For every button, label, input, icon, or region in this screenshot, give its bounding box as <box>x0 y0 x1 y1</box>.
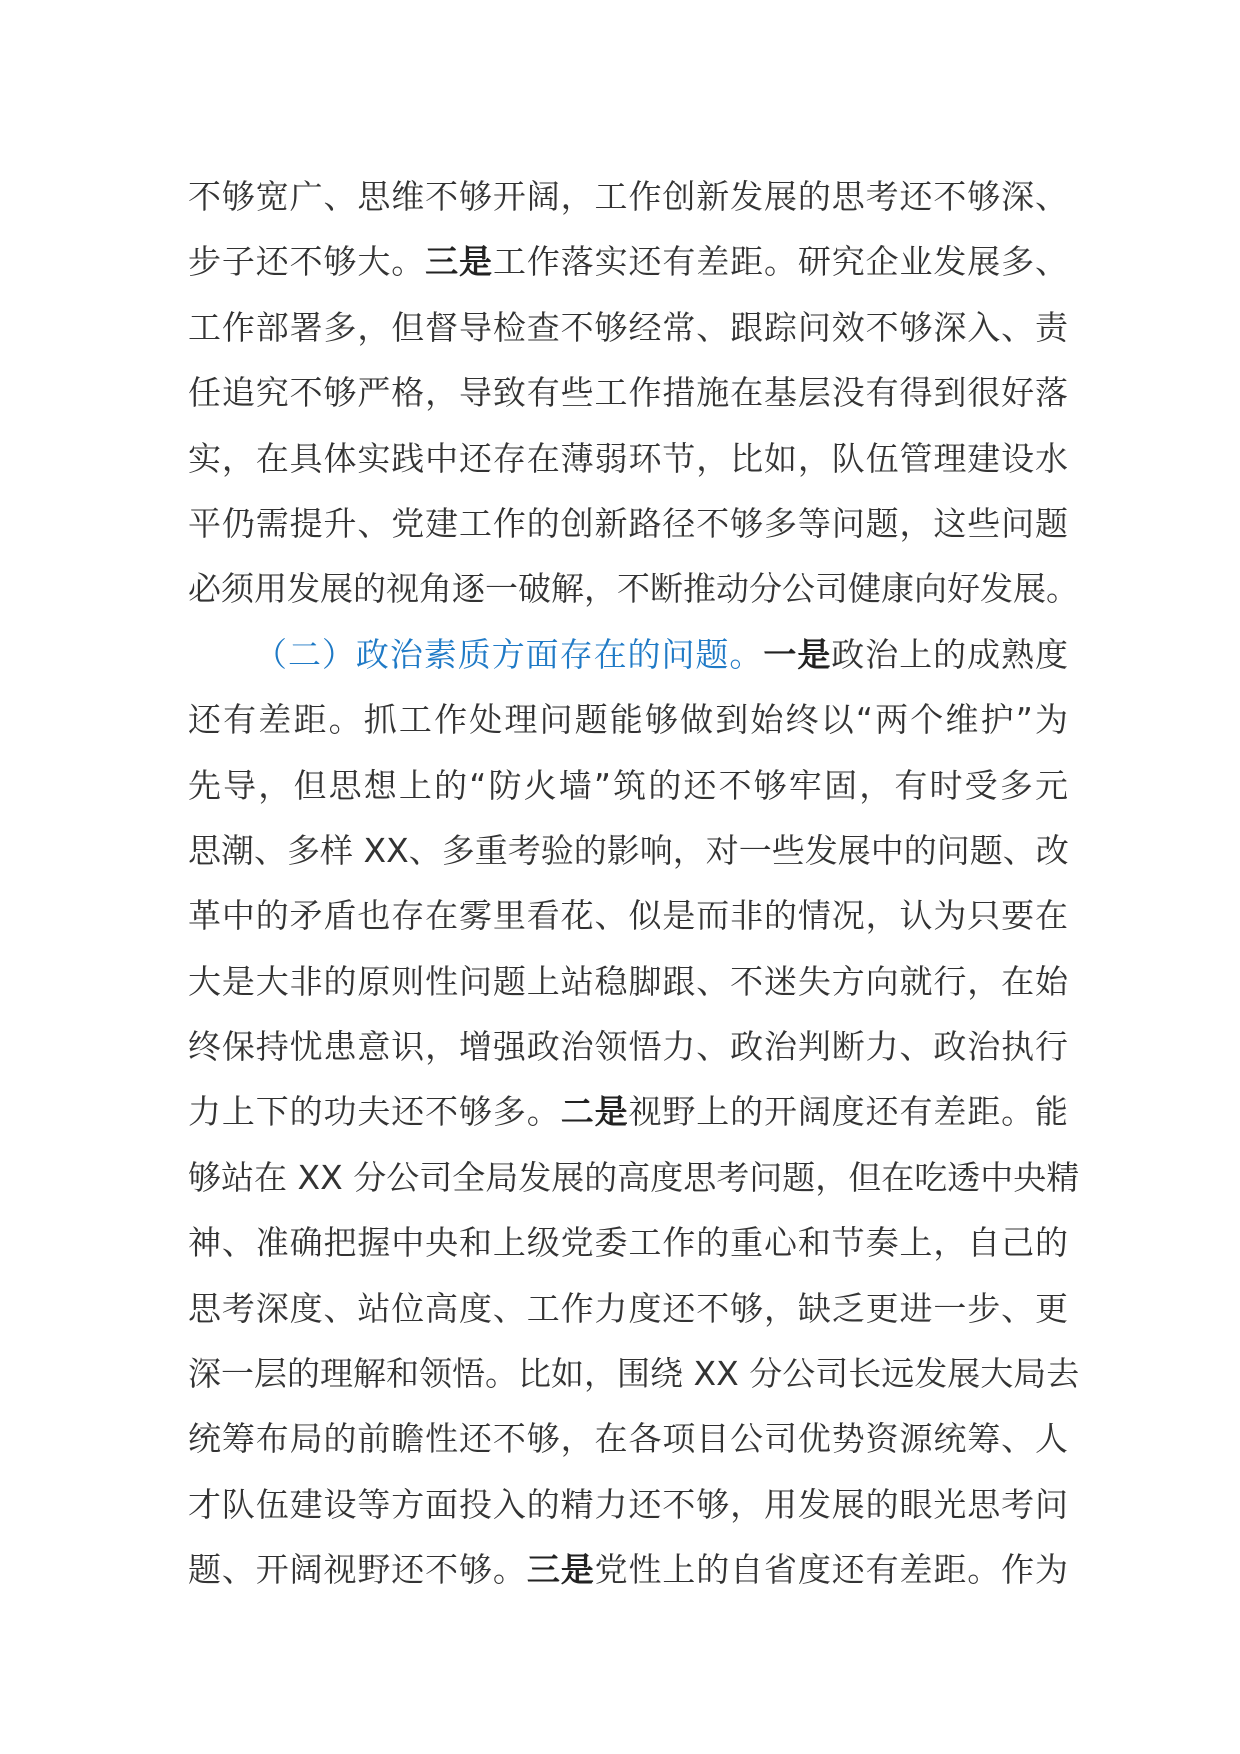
emphasis-label: 一是 <box>763 634 832 674</box>
text-line <box>188 883 1068 948</box>
text-segment: 才队伍建设等方面投入的精力还不够，用发展的眼光思考问 <box>188 1484 1068 1524</box>
text-segment: 必须用发展的视角逐一破解，不断推动分公司健康向好发展。 <box>188 569 1079 609</box>
text-line <box>188 360 1068 425</box>
text-segment: 不够宽广、思维不够开阔，工作创新发展的思考还不够深、 <box>188 177 1068 216</box>
text-segment: 党性上的自省度还有差距。作为 <box>594 1550 1069 1590</box>
text-line <box>188 622 1068 687</box>
text-segment: 神、准确把握中央和上级党委工作的重心和节奏上，自己的 <box>188 1223 1068 1263</box>
text-segment: 工作落实还有差距。研究企业发展多、 <box>492 242 1069 282</box>
text-segment: 革中的矛盾也存在雾里看花、似是而非的情况，认为只要在 <box>188 896 1068 936</box>
text-line <box>188 229 1068 294</box>
text-line <box>188 1276 1068 1341</box>
text-line <box>188 295 1068 360</box>
text-line <box>188 818 1068 883</box>
text-segment: 深一层的理解和领悟。比如，围绕 XX 分公司长远发展大局去 <box>188 1354 1080 1394</box>
text-segment: 思考深度、站位高度、工作力度还不够，缺乏更进一步、更 <box>188 1288 1068 1328</box>
text-segment: 还有差距。抓工作处理问题能够做到始终以“两个维护”为 <box>188 700 1068 740</box>
text-line <box>188 1472 1068 1537</box>
text-line <box>188 1341 1080 1406</box>
text-line <box>188 1406 1068 1471</box>
text-segment: 终保持忧患意识，增强政治领悟力、政治判断力、政治执行 <box>188 1027 1068 1067</box>
emphasis-label: 二是 <box>560 1092 629 1132</box>
text-line <box>188 164 1068 229</box>
text-segment: 实，在具体实践中还存在薄弱环节，比如，队伍管理建设水 <box>188 438 1068 478</box>
text-line <box>188 1079 1068 1144</box>
body-text <box>188 164 1080 1603</box>
text-line <box>188 687 1068 752</box>
text-line <box>188 1014 1068 1079</box>
text-line <box>188 753 1068 818</box>
text-segment: 任追究不够严格，导致有些工作措施在基层没有得到很好落 <box>188 373 1068 413</box>
section-heading: （二）政治素质方面存在的问题。 <box>254 634 764 674</box>
text-line <box>188 426 1068 491</box>
text-line <box>188 556 1079 621</box>
text-segment: 大是大非的原则性问题上站稳脚跟、不迷失方向就行，在始 <box>188 961 1068 1001</box>
text-line <box>188 949 1068 1014</box>
text-segment: 步子还不够大。 <box>188 242 426 282</box>
text-line <box>188 1210 1068 1275</box>
text-segment: 平仍需提升、党建工作的创新路径不够多等问题，这些问题 <box>188 503 1068 543</box>
text-segment: 统筹布局的前瞻性还不够，在各项目公司优势资源统筹、人 <box>188 1419 1068 1459</box>
emphasis-label: 三是 <box>425 242 493 282</box>
text-line <box>188 1537 1068 1602</box>
text-segment: 政治上的成熟度 <box>831 634 1069 674</box>
text-segment: 先导，但思想上的“防火墙”筑的还不够牢固，有时受多元 <box>188 765 1068 805</box>
emphasis-label: 三是 <box>526 1550 595 1590</box>
text-segment: 思潮、多样 XX、多重考验的影响，对一些发展中的问题、改 <box>188 830 1069 870</box>
text-segment: 力上下的功夫还不够多。 <box>188 1092 561 1132</box>
text-line <box>188 491 1068 556</box>
text-segment: 工作部署多，但督导检查不够经常、跟踪问效不够深入、责 <box>188 307 1068 347</box>
text-segment: 视野上的开阔度还有差距。能 <box>628 1092 1069 1132</box>
text-segment: 够站在 XX 分公司全局发展的高度思考问题，但在吃透中央精 <box>188 1157 1080 1197</box>
text-line <box>188 1145 1080 1210</box>
text-segment: 题、开阔视野还不够。 <box>188 1550 527 1590</box>
